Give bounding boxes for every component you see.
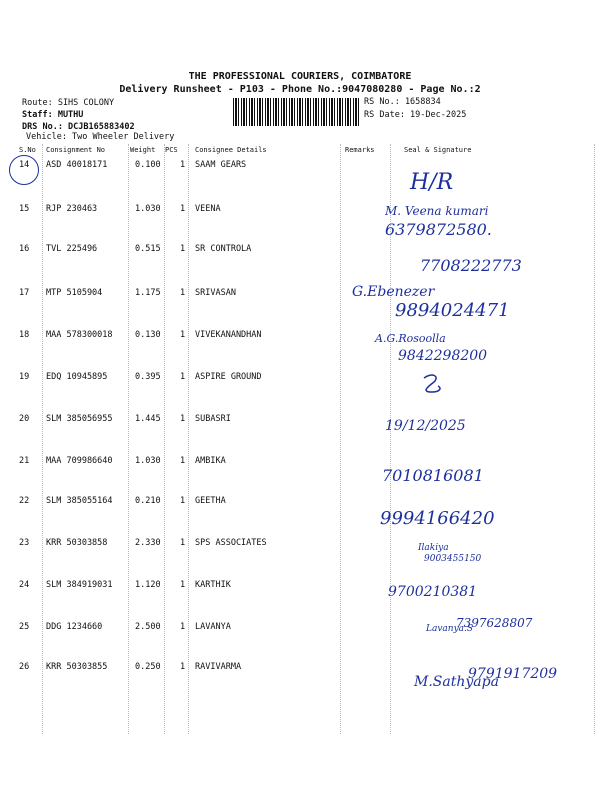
table-row xyxy=(0,496,600,529)
cell-weight: 2.330 xyxy=(135,538,161,548)
cell-consignee: SAAM GEARS xyxy=(195,160,247,170)
table-row xyxy=(0,284,600,321)
table-row xyxy=(0,662,600,692)
handwritten-scribble xyxy=(418,372,448,396)
cell-consignee: SR CONTROLA xyxy=(195,244,252,254)
cell-weight: 1.445 xyxy=(135,414,161,424)
cell-pcs: 1 xyxy=(180,538,186,548)
cell-sno: 23 xyxy=(19,538,30,548)
cell-sno: 26 xyxy=(19,662,30,672)
cell-weight: 1.030 xyxy=(135,204,161,214)
cell-weight: 1.120 xyxy=(135,580,161,590)
cell-consignment: KRR 50303858 xyxy=(46,538,108,548)
table-row xyxy=(0,204,600,239)
cell-sno: 24 xyxy=(19,580,30,590)
cell-consignment: ASD 40018171 xyxy=(46,160,108,170)
cell-consignee: AMBIKA xyxy=(195,456,226,466)
handwritten-phone: 9842298200 xyxy=(398,348,488,364)
handwritten-signature: Lavanya.S xyxy=(426,624,474,634)
header-consignment: Consignment No xyxy=(46,146,106,154)
cell-weight: 0.395 xyxy=(135,372,161,382)
cell-weight: 0.250 xyxy=(135,662,161,672)
table-row xyxy=(0,580,600,610)
cell-weight: 0.130 xyxy=(135,330,161,340)
cell-consignment: MAA 578300018 xyxy=(46,330,113,340)
table-row xyxy=(0,538,600,568)
handwritten-phone: 9791917209 xyxy=(468,666,558,682)
cell-consignee: GEETHA xyxy=(195,496,226,506)
handwritten-signature: M.Sathyapa xyxy=(414,674,499,690)
cell-consignee: SRIVASAN xyxy=(195,288,236,298)
cell-weight: 2.500 xyxy=(135,622,161,632)
cell-weight: 0.210 xyxy=(135,496,161,506)
table-row xyxy=(0,244,600,274)
cell-weight: 1.175 xyxy=(135,288,161,298)
header-pcs: PCS xyxy=(165,146,178,154)
drs-label: DRS No.: DCJB165883402 xyxy=(22,122,135,132)
cell-pcs: 1 xyxy=(180,204,186,214)
cell-pcs: 1 xyxy=(180,496,186,506)
handwritten-phone: 9994166420 xyxy=(380,508,495,529)
cell-consignment: EDQ 10945895 xyxy=(46,372,108,382)
handwritten-signature: M. Veena kumari xyxy=(385,204,489,218)
table-row xyxy=(0,330,600,364)
runsheet-title: Delivery Runsheet - P103 - Phone No.:9047080280 - Page No.:2 xyxy=(119,84,481,95)
header-remarks: Remarks xyxy=(345,146,375,154)
cell-sno: 15 xyxy=(19,204,30,214)
cell-sno: 22 xyxy=(19,496,30,506)
table-row xyxy=(0,456,600,486)
table-row xyxy=(0,616,600,652)
cell-pcs: 1 xyxy=(180,244,186,254)
handwritten-phone: 9894024471 xyxy=(395,300,510,321)
vehicle-label: Vehicle: Two Wheeler Delivery xyxy=(26,132,175,142)
handwritten-phone: 7708222773 xyxy=(420,256,522,275)
cell-consignee: SPS ASSOCIATES xyxy=(195,538,267,548)
handwritten-phone: 6379872580. xyxy=(385,220,492,239)
cell-consignment: DDG 1234660 xyxy=(46,622,103,632)
barcode xyxy=(233,98,361,126)
cell-pcs: 1 xyxy=(180,160,186,170)
cell-pcs: 1 xyxy=(180,414,186,424)
rs-date-label: RS Date: 19-Dec-2025 xyxy=(364,110,467,120)
cell-pcs: 1 xyxy=(180,622,186,632)
cell-pcs: 1 xyxy=(180,580,186,590)
cell-consignee: VIVEKANANDHAN xyxy=(195,330,262,340)
cell-consignment: TVL 225496 xyxy=(46,244,98,254)
table-row xyxy=(0,372,600,402)
cell-pcs: 1 xyxy=(180,288,186,298)
cell-weight: 0.515 xyxy=(135,244,161,254)
cell-sno: 20 xyxy=(19,414,30,424)
handwritten-signature: 19/12/2025 xyxy=(385,418,466,434)
cell-consignee: SUBASRI xyxy=(195,414,231,424)
table-row xyxy=(0,414,600,444)
cell-consignee: LAVANYA xyxy=(195,622,231,632)
handwritten-phone: 7397628807 xyxy=(456,616,533,630)
cell-consignee: KARTHIK xyxy=(195,580,231,590)
cell-pcs: 1 xyxy=(180,372,186,382)
cell-sno: 17 xyxy=(19,288,30,298)
cell-consignee: ASPIRE GROUND xyxy=(195,372,262,382)
cell-sno: 14 xyxy=(19,160,30,170)
cell-consignment: SLM 385056955 xyxy=(46,414,113,424)
cell-pcs: 1 xyxy=(180,330,186,340)
cell-sno: 21 xyxy=(19,456,30,466)
staff-label: Staff: MUTHU xyxy=(22,110,84,120)
cell-weight: 1.030 xyxy=(135,456,161,466)
cell-consignee: VEENA xyxy=(195,204,221,214)
cell-consignment: SLM 384919031 xyxy=(46,580,113,590)
table-row xyxy=(0,160,600,195)
cell-pcs: 1 xyxy=(180,662,186,672)
cell-pcs: 1 xyxy=(180,456,186,466)
header-sno: S.No xyxy=(19,146,36,154)
handwritten-signature: A.G.Rosoolla xyxy=(375,332,446,345)
cell-consignment: MTP 5105904 xyxy=(46,288,103,298)
cell-sno: 19 xyxy=(19,372,30,382)
cell-consignee: RAVIVARMA xyxy=(195,662,242,672)
route-label: Route: SIHS COLONY xyxy=(22,98,115,108)
cell-consignment: KRR 50303855 xyxy=(46,662,108,672)
cell-sno: 25 xyxy=(19,622,30,632)
cell-consignment: SLM 385055164 xyxy=(46,496,113,506)
handwritten-signature: H/R xyxy=(410,170,454,195)
cell-sno: 18 xyxy=(19,330,30,340)
header-weight: Weight xyxy=(130,146,156,154)
handwritten-phone: 7010816081 xyxy=(382,466,484,485)
rs-no-label: RS No.: 1658834 xyxy=(364,97,441,107)
cell-consignment: RJP 230463 xyxy=(46,204,98,214)
handwritten-signature: Ilakiya xyxy=(418,543,449,553)
cell-weight: 0.100 xyxy=(135,160,161,170)
header-seal-signature: Seal & Signature xyxy=(404,146,472,154)
cell-consignment: MAA 709986640 xyxy=(46,456,113,466)
handwritten-signature: G.Ebenezer xyxy=(352,284,435,300)
company-title: THE PROFESSIONAL COURIERS, COIMBATORE xyxy=(188,71,412,82)
cell-sno: 16 xyxy=(19,244,30,254)
header-consignee: Consignee Details xyxy=(195,146,267,154)
handwritten-phone: 9003455150 xyxy=(424,554,482,564)
handwritten-phone: 9700210381 xyxy=(388,584,478,600)
